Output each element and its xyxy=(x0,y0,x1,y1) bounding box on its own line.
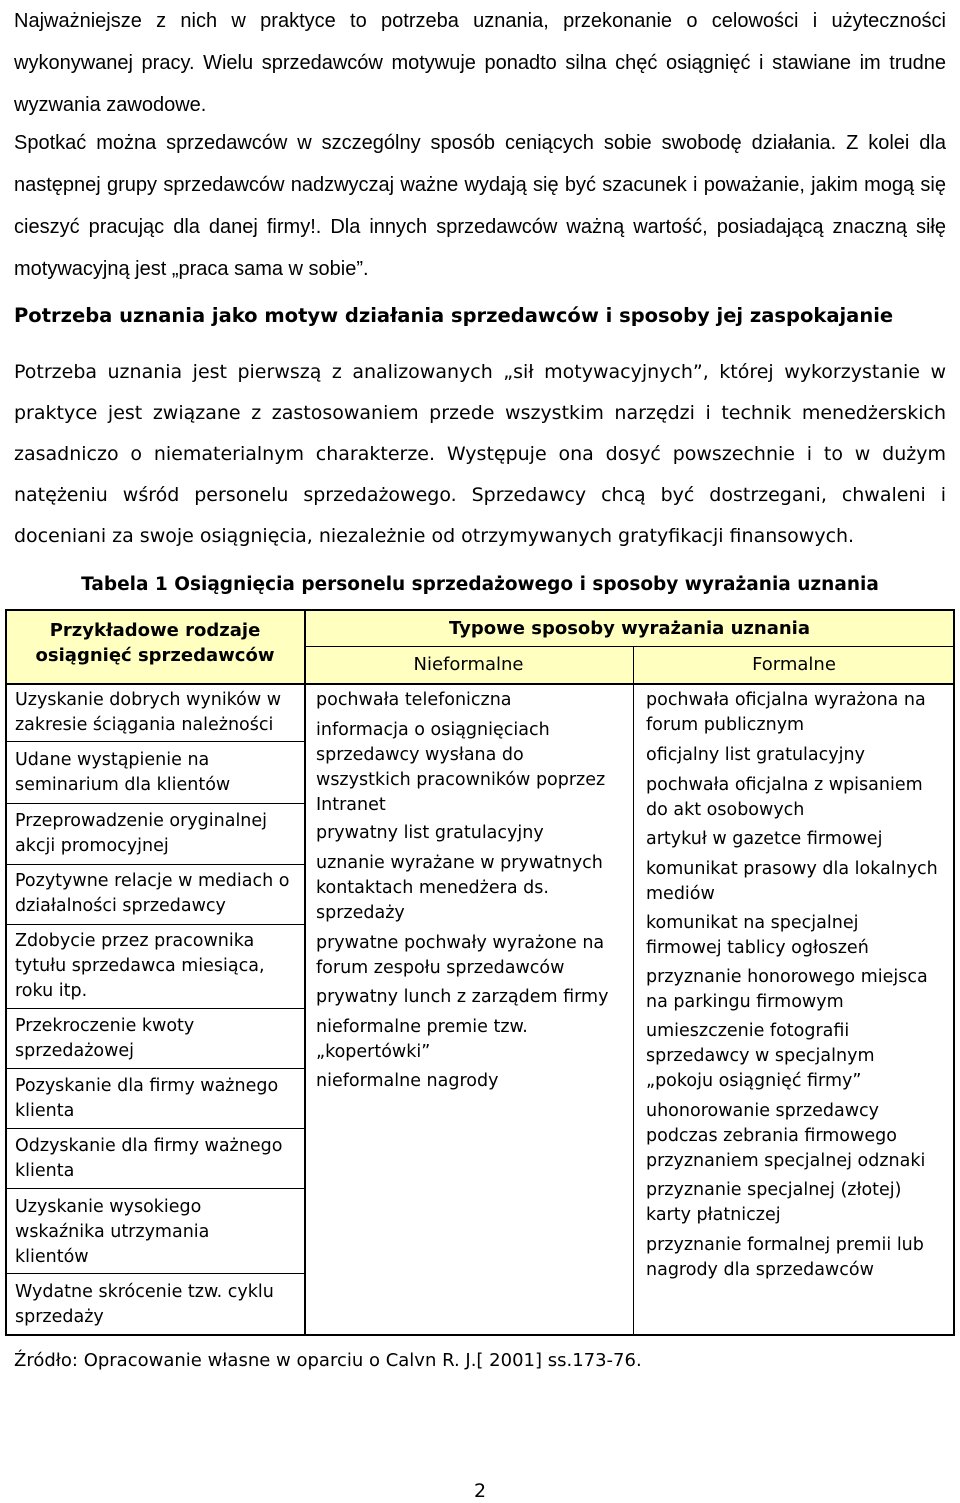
row-divider xyxy=(5,1068,304,1069)
paragraph-recognition: Potrzeba uznania jest pierwszą z analizowanych „sił motywacyjnych”, której wykorzystanie w praktyce jest związane z zastosowaniem przede wszystkim narzędzi i technik menedżerskich zasadniczo o niematerialnym charakterze. Występuje ona dosyć powszechnie i to w dużym natężeniu wśród personelu sprzedażowego. Sprzedawcy chcą być dostrzegani, chwaleni i doceniani za swoje osiągnięcia, niezależnie od otrzymywanych gratyfikacji finansowych. xyxy=(14,361,946,547)
achievement-cell: Pozytywne relacje w mediach o działalności sprzedawcy xyxy=(15,871,290,916)
achievement-cell: Udane wystąpienie na seminarium dla klientów xyxy=(15,750,231,795)
achievement-cell: Odzyskanie dla firmy ważnego klienta xyxy=(15,1136,283,1181)
achievement-cell: Zdobycie przez pracownika tytułu sprzedawca miesiąca, roku itp. xyxy=(15,931,265,1001)
informal-item: prywatny list gratulacyjny xyxy=(316,823,544,843)
formal-item: umieszczenie fotografii sprzedawcy w specjalnym „pokoju osiągnięć firmy” xyxy=(646,1021,875,1091)
formal-item: komunikat na specjalnej firmowej tablicy ogłoszeń xyxy=(646,913,869,958)
paragraph-freedom: Spotkać można sprzedawców w szczególny sposób ceniących sobie swobodę działania. Z kolei dla następnej grupy sprzedawców nadzwyczaj ważne wydają się być szacunek i poważanie, jakim mogą się cieszyć pracując dla danej firmy!. Dla innych sprzedawców ważną wartość, posiadającą znaczną siłę motywacyjną jest „praca sama w sobie”. xyxy=(14,132,946,280)
table-border xyxy=(953,609,955,1336)
informal-item: prywatne pochwały wyrażone na forum zespołu sprzedawców xyxy=(316,933,605,978)
row-divider xyxy=(5,803,304,804)
achievement-cell: Wydatne skrócenie tzw. cyklu sprzedaży xyxy=(15,1282,274,1327)
formal-item: przyznanie specjalnej (złotej) karty płatniczej xyxy=(646,1180,902,1225)
formal-item: przyznanie formalnej premii lub nagrody dla sprzedawców xyxy=(646,1235,924,1280)
formal-item: komunikat prasowy dla lokalnych mediów xyxy=(646,859,938,904)
table-border xyxy=(5,683,955,685)
page-number: 2 xyxy=(473,1480,487,1502)
formal-item: oficjalny list gratulacyjny xyxy=(646,745,865,765)
informal-item: pochwała telefoniczna xyxy=(316,690,512,710)
formal-item: artykuł w gazetce firmowej xyxy=(646,829,883,849)
table-border xyxy=(5,609,7,1336)
header-recognition: Typowe sposoby wyrażania uznania xyxy=(449,618,810,639)
row-divider xyxy=(5,864,304,865)
section-heading: Potrzeba uznania jako motyw działania sprzedawców i sposoby jej zaspokajanie xyxy=(14,304,894,327)
row-divider xyxy=(5,1188,304,1189)
achievement-cell: Przekroczenie kwoty sprzedażowej xyxy=(15,1016,195,1061)
row-divider xyxy=(5,924,304,925)
source-note: Źródło: Opracowanie własne w oparciu o Calvn R. J.[ 2001] ss.173-76. xyxy=(14,1350,642,1371)
subheader-formal: Formalne xyxy=(752,654,836,675)
subheader-informal: Nieformalne xyxy=(413,654,524,675)
table-caption: Tabela 1 Osiągnięcia personelu sprzedażowego i sposoby wyrażania uznania xyxy=(81,574,879,595)
informal-item: uznanie wyrażane w prywatnych kontaktach menedżera ds. sprzedaży xyxy=(316,853,603,923)
table-border xyxy=(5,1334,955,1336)
informal-item: nieformalne premie tzw. „kopertówki” xyxy=(316,1017,528,1062)
table-border xyxy=(633,646,634,1336)
table-border xyxy=(304,646,955,647)
row-divider xyxy=(5,1008,304,1009)
paragraph-motivation: Najważniejsze z nich w praktyce to potrzeba uznania, przekonanie o celowości i użyteczności wykonywanej pracy. Wielu sprzedawców motywuje ponadto silna chęć osiągnięć i stawiane im trudne wyzwania zawodowe. xyxy=(14,10,946,116)
row-divider xyxy=(5,1128,304,1129)
formal-item: przyznanie honorowego miejsca na parkingu firmowym xyxy=(646,967,928,1012)
row-divider xyxy=(5,741,304,742)
header-achievements: Przykładowe rodzaje osiągnięć sprzedawców xyxy=(35,620,275,666)
formal-item: pochwała oficjalna z wpisaniem do akt osobowych xyxy=(646,775,923,820)
row-divider xyxy=(5,1273,304,1274)
table-border xyxy=(5,609,955,611)
formal-item: pochwała oficjalna wyrażona na forum publicznym xyxy=(646,690,926,735)
table-border xyxy=(304,609,306,1336)
informal-item: informacja o osiągnięciach sprzedawcy wysłana do wszystkich pracowników poprzez Intranet xyxy=(316,720,606,815)
formal-item: uhonorowanie sprzedawcy podczas zebrania firmowego przyznaniem specjalnej odznaki xyxy=(646,1101,926,1171)
table-header-left xyxy=(5,609,304,683)
achievement-cell: Uzyskanie wysokiego wskaźnika utrzymania klientów xyxy=(15,1197,210,1267)
achievement-cell: Pozyskanie dla firmy ważnego klienta xyxy=(15,1076,279,1121)
informal-item: prywatny lunch z zarządem firmy xyxy=(316,987,609,1007)
achievement-cell: Uzyskanie dobrych wyników w zakresie ściągania należności xyxy=(15,690,282,735)
informal-item: nieformalne nagrody xyxy=(316,1071,499,1091)
achievement-cell: Przeprowadzenie oryginalnej akcji promocyjnej xyxy=(15,811,268,856)
